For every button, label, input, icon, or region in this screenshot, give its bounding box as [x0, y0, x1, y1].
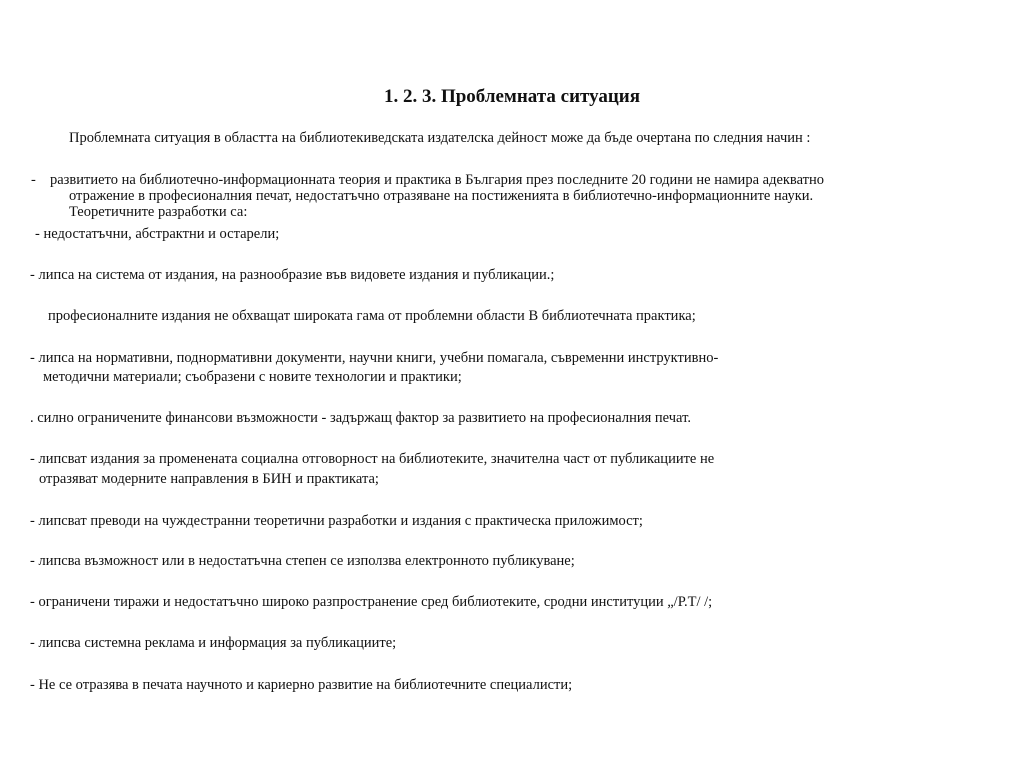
section-title: 1. 2. 3. Проблемната ситуация: [383, 86, 641, 107]
list-item-line: - липсват издания за променената социална отговорност на библиотеките, значителна част от публикациите не: [30, 451, 715, 467]
list-item-line: развитието на библиотечно-информационната теория и практика в България през последните 20 години не намира адекватно: [50, 172, 824, 188]
list-item: - липсват преводи на чуждестранни теоретични разработки и издания с практическа приложимост;: [30, 513, 643, 529]
list-item-line: - липса на нормативни, поднормативни документи, научни книги, учебни помагала, съвременни инструктивно-: [30, 350, 719, 366]
list-item: - Не се отразява в печата научното и кариерно развитие на библиотечните специалисти;: [30, 677, 573, 693]
intro-paragraph: Проблемната ситуация в областта на библиотекиведската издателска дейност може да бъде очертана по следния начин :: [69, 130, 811, 146]
list-item: - недостатъчни, абстрактни и остарели;: [35, 226, 280, 242]
list-item: - липса на система от издания, на разнообразие във видовете издания и публикации.;: [30, 267, 555, 283]
list-item: професионалните издания не обхващат широката гама от проблемни области В библиотечната практика;: [48, 308, 696, 324]
list-item: - липсва възможност или в недостатъчна степен се използва електронното публикуване;: [30, 553, 575, 569]
list-item-line: Теоретичните разработки са:: [69, 204, 248, 220]
list-item: - липсва системна реклама и информация за публикациите;: [30, 635, 397, 651]
list-item-line: отразяват модерните направления в БИН и практиката;: [39, 471, 379, 487]
list-item: - ограничени тиражи и недостатъчно широко разпространение сред библиотеките, сродни институции „/Р.Т/ /;: [30, 594, 713, 610]
list-item-line: отражение в професионалния печат, недостатъчно отразяване на постиженията в библиотечно-информационните науки.: [69, 188, 814, 204]
list-item: . силно ограничените финансови възможности - задържащ фактор за развитието на професионалния печат.: [30, 410, 691, 426]
list-marker: -: [31, 172, 36, 188]
list-item-line: методични материали; съобразени с новите технологии и практики;: [43, 369, 462, 385]
